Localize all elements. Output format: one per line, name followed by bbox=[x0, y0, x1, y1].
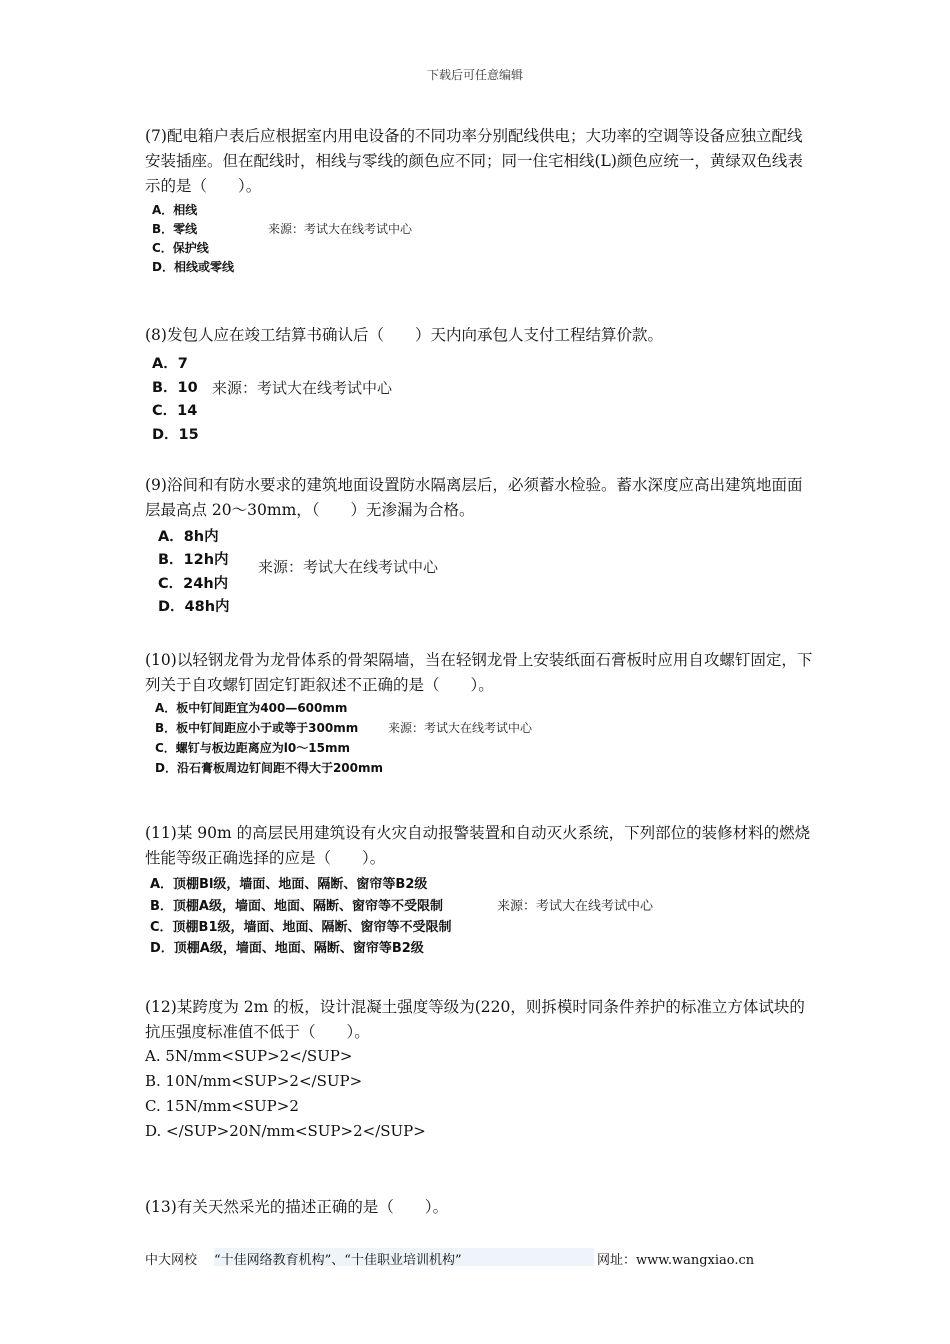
option-b: B．顶棚A级，墙面、地面、隔断、窗帘等不受限制 bbox=[150, 899, 443, 914]
option-c: C. 15N/mm<SUP>2 bbox=[145, 1097, 299, 1115]
option-d: D．48h内 bbox=[158, 599, 230, 615]
source-note: 来源：考试大在线考试中心 bbox=[497, 899, 654, 914]
option-d: D．顶棚A级，墙面、地面、隔断、窗帘等B2级 bbox=[150, 941, 424, 956]
source-note: 来源：考试大在线考试中心 bbox=[268, 222, 413, 236]
option-a: A．顶棚Bl级，墙面、地面、隔断、窗帘等B2级 bbox=[150, 877, 428, 892]
option-a: A．相线 bbox=[152, 203, 198, 217]
source-note: 来源：考试大在线考试中心 bbox=[258, 558, 439, 576]
question-13-stem: (13)有关天然采光的描述正确的是（ ）。 bbox=[145, 1198, 449, 1216]
question-9-stem: (9)浴间和有防水要求的建筑地面设置防水隔离层后，必须蓄水检验。蓄水深度应高出建筑地面面层最高点 20～30mm，（ ）无渗漏为合格。 bbox=[145, 476, 803, 519]
option-d: D．沿石膏板周边钉间距不得大于200mm bbox=[155, 761, 384, 775]
option-a: A. 5N/mm<SUP>2</SUP> bbox=[145, 1047, 353, 1065]
option-c: C．保护线 bbox=[152, 241, 209, 255]
option-b: B．零线 bbox=[152, 222, 198, 236]
page-header: 下载后可任意编辑 bbox=[426, 68, 523, 82]
option-d: D．相线或零线 bbox=[152, 260, 234, 274]
option-a: A．8h内 bbox=[158, 529, 219, 545]
option-b: B．10 bbox=[152, 380, 198, 396]
source-note: 来源：考试大在线考试中心 bbox=[212, 379, 393, 397]
question-11-stem: (11)某 90m 的高层民用建筑设有火灾自动报警装置和自动灭火系统，下列部位的装修材料的燃烧性能等级正确选择的应是（ ）。 bbox=[145, 824, 811, 867]
option-c: C．顶棚B1级，墙面、地面、隔断、窗帘等不受限制 bbox=[150, 920, 452, 935]
footer-website: 网址：www.wangxiao.cn bbox=[597, 1253, 755, 1268]
question-8-stem: (8)发包人应在竣工结算书确认后（ ）天内向承包人支付工程结算价款。 bbox=[145, 326, 663, 344]
question-7-stem: (7)配电箱户表后应根据室内用电设备的不同功率分别配线供电；大功率的空调等设备应独立配线安装插座。但在配线时，相线与零线的颜色应不同；同一住宅相线(L)颜色应统一，黄绿双色线表示的是（ ）。 bbox=[145, 127, 803, 195]
source-note: 来源：考试大在线考试中心 bbox=[388, 721, 533, 735]
option-b: B．12h内 bbox=[158, 552, 229, 568]
option-b: B. 10N/mm<SUP>2</SUP> bbox=[145, 1072, 363, 1090]
option-c: C．螺钉与板边距离应为l0～15mm bbox=[155, 741, 350, 755]
option-b: B．板中钉间距应小于或等于300mm bbox=[155, 721, 359, 735]
option-c: C．24h内 bbox=[158, 576, 229, 592]
option-a: A．7 bbox=[152, 356, 188, 372]
option-d: D. </SUP>20N/mm<SUP>2</SUP> bbox=[145, 1122, 426, 1140]
option-c: C．14 bbox=[152, 403, 198, 419]
footer-slogan: “十佳网络教育机构”、“十佳职业培训机构” bbox=[214, 1253, 462, 1268]
footer-brand: 中大网校 bbox=[145, 1253, 198, 1268]
question-12-stem: (12)某跨度为 2m 的板，设计混凝土强度等级为(220，则拆模时同条件养护的标准立方体试块的抗压强度标准值不低于（ ）。 bbox=[145, 998, 805, 1041]
option-a: A．板中钉间距宜为400—600mm bbox=[155, 701, 348, 715]
question-10-stem: (10)以轻钢龙骨为龙骨体系的骨架隔墙，当在轻钢龙骨上安装纸面石膏板时应用自攻螺钉固定，下列关于自攻螺钉固定钉距叙述不正确的是（ ）。 bbox=[145, 651, 813, 694]
option-d: D．15 bbox=[152, 427, 199, 443]
